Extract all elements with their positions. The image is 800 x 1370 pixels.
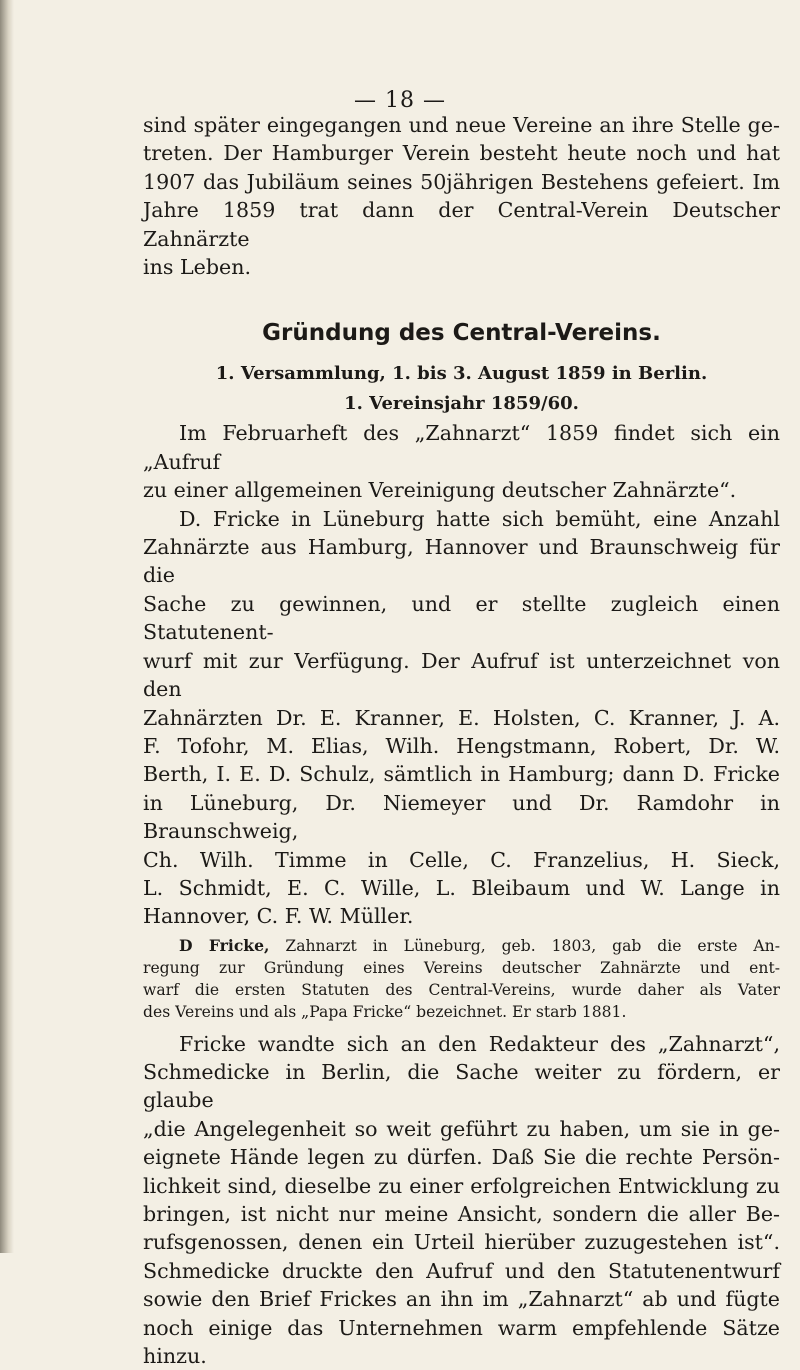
footnote-lead: D Fricke,: [179, 935, 270, 955]
paragraph-line: L. Schmidt, E. C. Wille, L. Bleibaum und W. Lange in: [143, 875, 780, 900]
intro-line: sind später eingegangen und neue Vereine an ihre Stelle ge-: [143, 113, 780, 137]
paragraph-line: bringen, ist nicht nur meine Ansicht, sondern die aller Be-: [143, 1202, 780, 1226]
section-heading: Gründung des Central-Vereins.: [262, 320, 661, 347]
paragraph-line: lichkeit sind, dieselbe zu einer erfolgreichen Entwicklung zu: [143, 1173, 780, 1198]
paragraph-line: zu einer allgemeinen Vereinigung deutscher Zahnärzte“.: [143, 478, 737, 503]
intro-line: 1907 das Jubiläum seines 50jährigen Bestehens gefeiert. Im: [143, 169, 780, 194]
paragraph-line: Zahnärzten Dr. E. Kranner, E. Holsten, C. Kranner, J. A.: [143, 705, 780, 730]
meeting-subheading: 1. Versammlung, 1. bis 3. August 1859 in Berlin.: [215, 363, 708, 385]
intro-line: Jahre 1859 trat dann der Central-Verein Deutscher Zahnärzte: [143, 198, 780, 251]
paragraph-line: Zahnärzte aus Hamburg, Hannover und Braunschweig für die: [143, 535, 780, 588]
page-body: [143, 111, 780, 1370]
footnote-line: regung zur Gründung eines Vereins deutscher Zahnärzte und ent-: [143, 958, 780, 977]
paragraph-line: eignete Hände legen zu dürfen. Daß Sie die rechte Persön-: [143, 1145, 780, 1170]
paragraph-line: in Lüneburg, Dr. Niemeyer und Dr. Ramdohr in Braunschweig,: [143, 790, 780, 844]
paragraph-line: wurf mit zur Verfügung. Der Aufruf ist unterzeichnet von den: [143, 648, 780, 702]
paragraph-line: Schmedicke druckte den Aufruf und den Statutenentwurf: [143, 1258, 780, 1283]
paragraph-line: Schmedicke in Berlin, die Sache weiter zu fördern, er glaube: [143, 1059, 780, 1113]
paragraph-line: Sache zu gewinnen, und er stellte zugleich einen Statutenent-: [143, 591, 780, 645]
footnote-line: des Vereins und als „Papa Fricke“ bezeichnet. Er starb 1881.: [143, 1003, 627, 1022]
footnote-line: [143, 935, 780, 957]
paragraph-line: rufsgenossen, denen ein Urteil hierüber zuzugestehen ist“.: [143, 1230, 780, 1255]
paragraph-schmedicke: [143, 1030, 780, 1370]
paragraph-line: Hannover, C. F. W. Müller.: [143, 904, 414, 929]
footnote-text: Zahnarzt in Lüneburg, geb. 1803, gab die erste An-: [285, 936, 780, 955]
footnote: [143, 935, 780, 1024]
paragraph-line: F. Tofohr, M. Elias, Wilh. Hengstmann, Robert, Dr. W.: [143, 733, 780, 758]
intro-line: treten. Der Hamburger Verein besteht heute noch und hat: [143, 141, 780, 166]
year-subheading: 1. Vereinsjahr 1859/60.: [344, 393, 579, 415]
paragraph-line: Fricke wandte sich an den Redakteur des „Zahnarzt“,: [179, 1031, 780, 1056]
footnote-line: warf die ersten Statuten des Central-Vereins, wurde daher als Vater: [143, 981, 780, 1000]
paragraph-aufruf: [143, 419, 780, 930]
paragraph-line: D. Fricke in Lüneburg hatte sich bemüht, eine Anzahl: [179, 506, 780, 531]
intro-paragraph: [143, 111, 780, 281]
paragraph-line: Berth, I. E. D. Schulz, sämtlich in Hamburg; dann D. Fricke: [143, 762, 780, 787]
page-edge-shadow: [0, 0, 14, 1253]
paragraph-line: Ch. Wilh. Timme in Celle, C. Franzelius, H. Sieck,: [143, 847, 780, 872]
intro-line: ins Leben.: [143, 255, 252, 280]
paragraph-line: sowie den Brief Frickes an ihn im „Zahnarzt“ ab und fügte: [143, 1287, 780, 1312]
paragraph-line: „die Angelegenheit so weit geführt zu haben, um sie in ge-: [143, 1116, 780, 1141]
paragraph-line: noch einige das Unternehmen warm empfehlende Sätze hinzu.: [143, 1315, 780, 1369]
paragraph-line: Im Februarheft des „Zahnarzt“ 1859 findet sich ein „Aufruf: [143, 421, 780, 474]
page-number: — 18 —: [354, 88, 446, 113]
